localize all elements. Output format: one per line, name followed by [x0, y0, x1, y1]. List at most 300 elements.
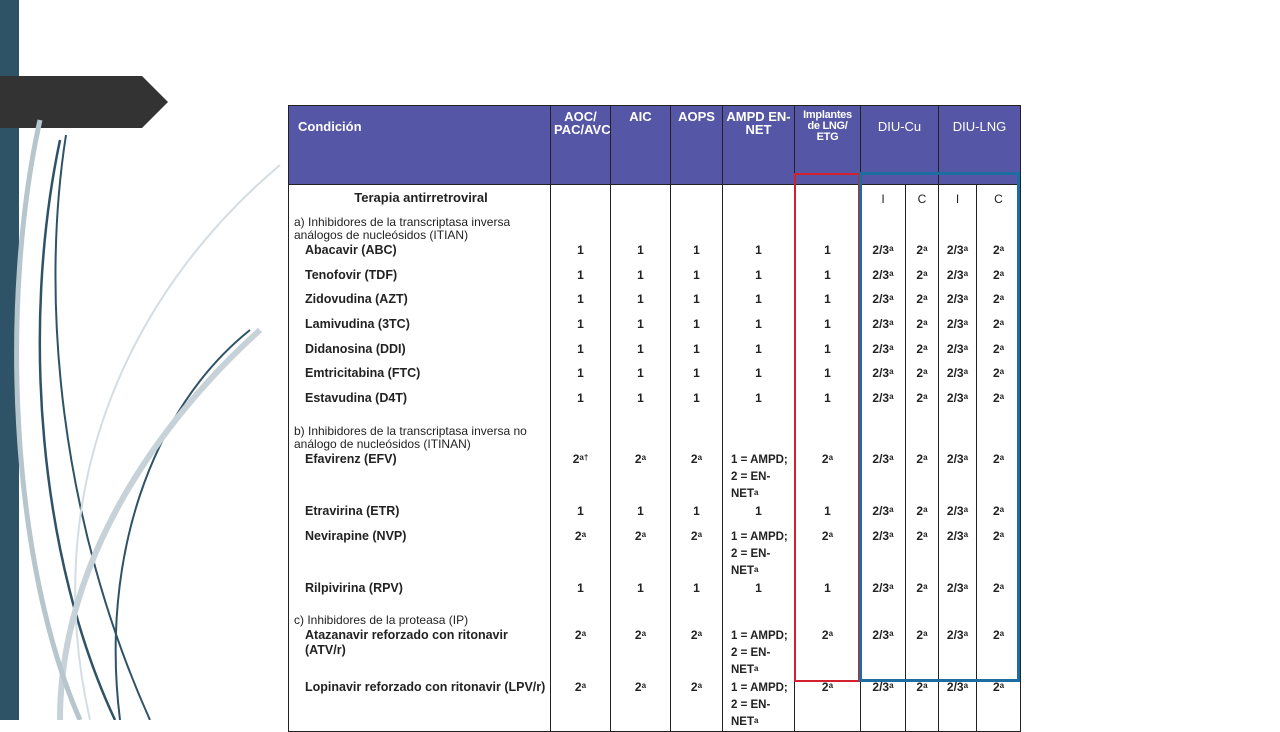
superscript: a — [923, 342, 928, 352]
value-cell — [671, 341, 723, 366]
value-text: 2 — [916, 503, 924, 518]
value-cell — [723, 451, 795, 503]
value-text: 1 = AMPD; — [731, 530, 788, 543]
value-text: 2 — [916, 341, 924, 356]
subheader-c-cu: C — [906, 185, 939, 207]
value-text: 2/3 — [872, 317, 890, 332]
superscript: a — [963, 452, 969, 462]
value-cell — [939, 679, 977, 731]
value-text: 2 — [916, 680, 924, 695]
superscript: a — [889, 293, 894, 303]
superscript: a — [754, 664, 759, 674]
table-row — [289, 580, 1021, 605]
superscript: a — [889, 318, 894, 328]
value-text: 2 — [821, 451, 829, 466]
superscript: a — [923, 318, 928, 328]
value-text: 2 — [634, 451, 642, 466]
value-text: 2/3 — [946, 451, 964, 466]
value-cell — [906, 267, 939, 292]
value-text: 2 — [916, 628, 924, 643]
value-text: 1 — [693, 341, 700, 356]
table-row — [289, 390, 1021, 415]
value-text: 1 — [824, 292, 831, 307]
value-cell — [977, 291, 1021, 316]
value-cell — [611, 503, 671, 528]
superscript: a — [999, 504, 1005, 514]
value-text: 1 = AMPD; — [731, 453, 788, 466]
value-text: 2/3 — [872, 391, 890, 406]
group-row — [289, 604, 1021, 627]
value-cell — [795, 390, 861, 415]
value-cell — [611, 528, 671, 580]
superscript: a — [923, 681, 928, 691]
empty-cell — [977, 415, 1021, 451]
value-text: 2 — [572, 451, 580, 466]
value-text: 2/3 — [872, 628, 890, 643]
superscript: a — [923, 629, 928, 639]
value-text: 2 — [634, 680, 642, 695]
value-text: 2 — [690, 680, 698, 695]
value-text: 1 — [755, 366, 762, 381]
superscript: a — [963, 392, 969, 402]
header-diu-lng: DIU-LNG — [939, 106, 1021, 185]
empty-cell — [671, 604, 723, 627]
value-cell — [671, 679, 723, 731]
table-row — [289, 451, 1021, 503]
superscript: a — [889, 529, 894, 539]
empty-cell — [671, 415, 723, 451]
value-text: 2 — [916, 292, 924, 307]
value-text: 1 — [577, 503, 584, 518]
value-cell — [939, 503, 977, 528]
value-cell — [795, 316, 861, 341]
group-row — [289, 206, 1021, 242]
value-text: 1 — [693, 243, 700, 257]
value-text: 2 — [916, 528, 924, 543]
value-cell — [671, 451, 723, 503]
value-cell — [723, 580, 795, 605]
table-row — [289, 365, 1021, 390]
value-text: 2/3 — [872, 528, 890, 543]
superscript: a — [754, 716, 759, 726]
value-text: 2/3 — [946, 503, 964, 518]
value-text: 1 — [755, 391, 762, 406]
value-text: 1 — [577, 580, 584, 595]
value-cell — [551, 316, 611, 341]
value-cell — [671, 528, 723, 580]
value-cell — [551, 451, 611, 503]
value-cell — [795, 242, 861, 267]
empty-cell — [723, 415, 795, 451]
value-cell — [611, 580, 671, 605]
empty-cell — [611, 415, 671, 451]
value-cell — [723, 528, 795, 580]
empty-cell — [795, 415, 861, 451]
value-text: 2 — [821, 628, 829, 643]
drug-name: Tenofovir (TDF) — [289, 267, 551, 292]
value-cell — [977, 627, 1021, 679]
value-cell — [795, 679, 861, 731]
value-text: 2/3 — [946, 366, 964, 381]
table-row — [289, 627, 1021, 679]
superscript: a — [963, 293, 969, 303]
superscript: a — [963, 581, 969, 591]
superscript: a — [999, 452, 1005, 462]
header-aops: AOPS — [671, 106, 723, 185]
value-text: 2/3 — [872, 243, 890, 257]
superscript: a — [999, 529, 1005, 539]
value-cell — [723, 291, 795, 316]
value-text: 2/3 — [946, 391, 964, 406]
empty-cell — [795, 604, 861, 627]
superscript: a — [963, 268, 969, 278]
value-cell — [939, 291, 977, 316]
superscript: a — [889, 581, 894, 591]
value-cell — [906, 316, 939, 341]
superscript: a — [923, 529, 928, 539]
value-text: 1 — [824, 391, 831, 406]
value-cell — [723, 242, 795, 267]
value-text: 1 — [824, 503, 831, 518]
value-cell — [939, 451, 977, 503]
superscript: a — [889, 504, 894, 514]
value-text: 1 — [637, 267, 644, 282]
value-text: 1 — [824, 317, 831, 332]
superscript: a — [697, 452, 703, 462]
value-text: 2 — [574, 628, 582, 643]
superscript: a — [754, 564, 759, 574]
header-implantes: Implantes de LNG/ ETG — [795, 106, 861, 185]
superscript: a — [923, 452, 928, 462]
value-text: 2 — [992, 528, 1000, 543]
value-cell — [939, 316, 977, 341]
value-cell — [977, 316, 1021, 341]
value-cell — [795, 341, 861, 366]
value-text: 2/3 — [872, 580, 890, 595]
value-text: 2/3 — [872, 451, 890, 466]
value-cell — [795, 627, 861, 679]
value-cell — [861, 679, 906, 731]
value-cell — [611, 390, 671, 415]
value-cell — [795, 580, 861, 605]
value-text: 1 — [824, 580, 831, 595]
value-cell — [906, 627, 939, 679]
value-cell — [861, 451, 906, 503]
group-label: b) Inhibidores de la transcriptasa inversa no análogo de nucleósidos (ITINAN) — [289, 415, 551, 451]
table-row — [289, 679, 1021, 731]
value-cell — [551, 528, 611, 580]
empty-cell — [906, 415, 939, 451]
superscript: a — [963, 529, 969, 539]
value-text: 1 — [577, 292, 584, 307]
value-text: 1 — [755, 243, 762, 257]
superscript: a† — [579, 452, 589, 462]
value-text: 1 — [693, 292, 700, 307]
value-text: 1 — [693, 317, 700, 332]
superscript: a — [697, 529, 703, 539]
value-text: 2/3 — [872, 267, 890, 282]
superscript: a — [641, 681, 647, 691]
value-text: 1 — [693, 391, 700, 406]
superscript: a — [889, 452, 894, 462]
superscript: a — [889, 629, 894, 639]
value-cell — [551, 267, 611, 292]
superscript: a — [963, 318, 969, 328]
value-cell — [551, 365, 611, 390]
value-cell — [977, 580, 1021, 605]
value-text: 2 — [992, 267, 1000, 282]
header-ampd: AMPD EN-NET — [723, 106, 795, 185]
value-cell — [795, 503, 861, 528]
empty-cell — [611, 185, 671, 207]
empty-cell — [611, 206, 671, 242]
value-text: 2 — [916, 580, 924, 595]
value-cell — [977, 679, 1021, 731]
value-cell — [977, 528, 1021, 580]
value-text: 2/3 — [946, 292, 964, 307]
superscript: a — [828, 629, 834, 639]
drug-name: Efavirenz (EFV) — [289, 451, 551, 503]
drug-name: Emtricitabina (FTC) — [289, 365, 551, 390]
value-cell — [671, 267, 723, 292]
drug-name: Abacavir (ABC) — [289, 242, 551, 267]
group-label: a) Inhibidores de la transcriptasa inversa análogos de nucleósidos (ITIAN) — [289, 206, 551, 242]
value-text: 2 = EN-NET — [731, 699, 771, 729]
value-cell — [977, 503, 1021, 528]
superscript: a — [923, 268, 928, 278]
drug-name: Lamivudina (3TC) — [289, 316, 551, 341]
table-row — [289, 528, 1021, 580]
empty-cell — [671, 206, 723, 242]
value-text: 2/3 — [946, 580, 964, 595]
value-cell — [671, 316, 723, 341]
header-aoc: AOC/ PAC/AVC — [551, 106, 611, 185]
value-cell — [939, 365, 977, 390]
empty-cell — [551, 415, 611, 451]
value-text: 2 — [916, 243, 924, 257]
superscript: a — [754, 487, 759, 497]
header-condicion: Condición — [289, 106, 551, 185]
value-text: 2/3 — [872, 366, 890, 381]
value-text: 2 = EN-NET — [731, 470, 771, 500]
superscript: a — [889, 392, 894, 402]
superscript: a — [963, 629, 969, 639]
value-cell — [906, 365, 939, 390]
superscript: a — [963, 367, 969, 377]
superscript: a — [697, 681, 703, 691]
superscript: a — [999, 318, 1005, 328]
value-cell — [671, 390, 723, 415]
empty-cell — [795, 206, 861, 242]
value-cell — [977, 365, 1021, 390]
value-cell — [671, 242, 723, 267]
value-cell — [795, 267, 861, 292]
value-text: 2 — [992, 451, 1000, 466]
empty-cell — [861, 415, 906, 451]
value-text: 2/3 — [946, 243, 964, 257]
value-cell — [723, 316, 795, 341]
superscript: a — [923, 367, 928, 377]
drug-name: Didanosina (DDI) — [289, 341, 551, 366]
value-cell — [551, 679, 611, 731]
value-text: 2/3 — [872, 503, 890, 518]
drug-name: Rilpivirina (RPV) — [289, 580, 551, 605]
value-cell — [939, 341, 977, 366]
table-row — [289, 291, 1021, 316]
subheader-row — [289, 185, 1021, 207]
empty-cell — [551, 604, 611, 627]
value-text: 2 — [690, 451, 698, 466]
value-cell — [861, 390, 906, 415]
value-text: 2 — [634, 628, 642, 643]
value-text: 2 — [634, 528, 642, 543]
value-cell — [723, 679, 795, 731]
value-cell — [861, 242, 906, 267]
value-cell — [906, 679, 939, 731]
value-cell — [939, 627, 977, 679]
table-row — [289, 267, 1021, 292]
value-cell — [551, 580, 611, 605]
value-text: 1 — [824, 341, 831, 356]
value-text: 2 — [992, 243, 1000, 257]
superscript: a — [999, 681, 1005, 691]
superscript: a — [889, 367, 894, 377]
drug-name: Zidovudina (AZT) — [289, 291, 551, 316]
section-title: Terapia antirretroviral — [289, 185, 551, 207]
value-cell — [723, 341, 795, 366]
value-cell — [551, 291, 611, 316]
value-text: 2 — [916, 391, 924, 406]
value-text: 2 — [992, 503, 1000, 518]
value-text: 2 — [992, 580, 1000, 595]
value-cell — [551, 341, 611, 366]
superscript: a — [923, 392, 928, 402]
value-cell — [861, 291, 906, 316]
value-cell — [861, 627, 906, 679]
value-cell — [906, 242, 939, 267]
group-row — [289, 415, 1021, 451]
empty-cell — [861, 604, 906, 627]
value-cell — [611, 365, 671, 390]
superscript: a — [963, 244, 969, 253]
superscript: a — [581, 629, 587, 639]
value-cell — [977, 341, 1021, 366]
table-header-row — [289, 106, 1021, 185]
value-text: 2/3 — [872, 341, 890, 356]
header-diu-cu: DIU-Cu — [861, 106, 939, 185]
value-text: 1 — [755, 503, 762, 518]
value-text: 2 — [992, 341, 1000, 356]
drug-name: Estavudina (D4T) — [289, 390, 551, 415]
table-row — [289, 503, 1021, 528]
value-cell — [723, 390, 795, 415]
superscript: a — [923, 244, 928, 253]
value-cell — [906, 390, 939, 415]
superscript: a — [923, 581, 928, 591]
value-cell — [795, 365, 861, 390]
group-label: c) Inhibidores de la proteasa (IP) — [289, 604, 551, 627]
value-text: 1 — [637, 366, 644, 381]
value-cell — [939, 580, 977, 605]
superscript: a — [999, 581, 1005, 591]
value-cell — [906, 528, 939, 580]
value-text: 2/3 — [946, 317, 964, 332]
empty-cell — [723, 185, 795, 207]
value-cell — [977, 451, 1021, 503]
value-cell — [611, 242, 671, 267]
value-text: 2 = EN-NET — [731, 647, 771, 677]
superscript: a — [697, 629, 703, 639]
superscript: a — [963, 681, 969, 691]
superscript: a — [641, 529, 647, 539]
superscript: a — [889, 681, 894, 691]
value-text: 1 — [577, 391, 584, 406]
subheader-c-lng: C — [977, 185, 1021, 207]
value-text: 2/3 — [872, 680, 890, 695]
value-text: 2 — [690, 628, 698, 643]
value-cell — [861, 365, 906, 390]
value-cell — [671, 291, 723, 316]
value-text: 2 — [992, 317, 1000, 332]
value-cell — [611, 627, 671, 679]
table-row — [289, 341, 1021, 366]
empty-cell — [611, 604, 671, 627]
value-text: 1 — [637, 243, 644, 257]
value-cell — [939, 267, 977, 292]
superscript: a — [999, 268, 1005, 278]
value-text: 2 — [821, 528, 829, 543]
value-text: 2/3 — [946, 267, 964, 282]
value-text: 2 — [992, 680, 1000, 695]
value-cell — [611, 291, 671, 316]
value-cell — [906, 503, 939, 528]
value-cell — [795, 291, 861, 316]
value-cell — [939, 242, 977, 267]
value-text: 1 = AMPD; — [731, 682, 788, 695]
value-text: 1 — [824, 267, 831, 282]
value-cell — [671, 580, 723, 605]
empty-cell — [671, 185, 723, 207]
superscript: a — [889, 244, 894, 253]
value-text: 2/3 — [946, 341, 964, 356]
superscript: a — [828, 452, 834, 462]
value-text: 2 — [916, 317, 924, 332]
value-cell — [977, 242, 1021, 267]
superscript: a — [999, 392, 1005, 402]
value-cell — [551, 627, 611, 679]
value-text: 2 — [821, 680, 829, 695]
drug-name: Lopinavir reforzado con ritonavir (LPV/r) — [289, 679, 551, 731]
value-cell — [906, 341, 939, 366]
superscript: a — [999, 629, 1005, 639]
empty-cell — [977, 206, 1021, 242]
value-text: 1 — [693, 580, 700, 595]
superscript: a — [889, 342, 894, 352]
value-cell — [861, 528, 906, 580]
value-cell — [861, 580, 906, 605]
value-cell — [611, 316, 671, 341]
superscript: a — [641, 452, 647, 462]
value-cell — [611, 267, 671, 292]
value-cell — [861, 267, 906, 292]
value-text: 2 — [916, 366, 924, 381]
value-text: 1 — [755, 317, 762, 332]
value-cell — [939, 390, 977, 415]
value-text: 2 — [992, 366, 1000, 381]
empty-cell — [723, 206, 795, 242]
value-text: 2 = EN-NET — [731, 547, 771, 577]
value-text: 1 — [577, 267, 584, 282]
